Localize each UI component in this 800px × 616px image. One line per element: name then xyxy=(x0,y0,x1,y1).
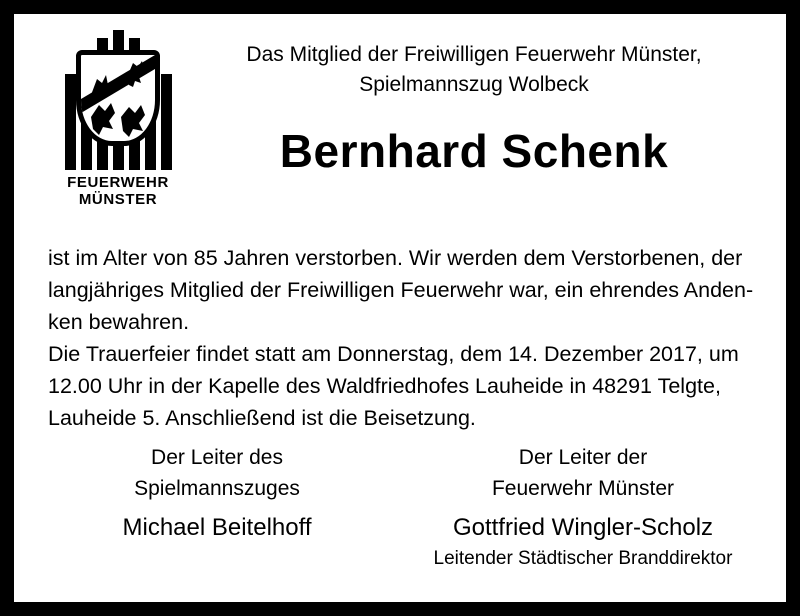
signature-left xyxy=(34,442,400,572)
body-line: 12.00 Uhr in der Kapelle des Waldfriedhofes Lauheide in 48291 Telgte, xyxy=(48,374,721,398)
emblem-bar xyxy=(65,74,76,170)
intro-line-1: Das Mitglied der Freiwilligen Feuerwehr Münster, xyxy=(246,43,702,66)
obituary-card xyxy=(14,14,786,602)
signature-role-line1: Der Leiter der xyxy=(518,446,648,469)
signature-role-line2: Spielmannszuges xyxy=(134,477,300,500)
coat-of-arms-shield-icon xyxy=(76,50,160,146)
body-line: ken bewahren. xyxy=(48,310,190,334)
signature-role-line1: Der Leiter des xyxy=(151,446,283,469)
intro-line-2: Spielmannszug Wolbeck xyxy=(359,73,589,96)
signature-name: Michael Beitelhoff xyxy=(122,514,312,541)
feuerwehr-muenster-emblem-icon xyxy=(59,28,177,170)
body-line: ist im Alter von 85 Jahren verstorben. Wir werden dem Verstorbenen, der xyxy=(48,246,743,270)
signature-role-line2: Feuerwehr Münster xyxy=(491,477,675,500)
deceased-name: Bernhard Schenk xyxy=(279,125,669,177)
notice-header xyxy=(14,14,786,220)
body-line: Die Trauerfeier findet statt am Donnerstag, dem 14. Dezember 2017, um xyxy=(48,342,739,366)
signature-block xyxy=(34,442,766,572)
signature-title: Leitender Städtischer Branddirektor xyxy=(433,548,733,569)
notice-body xyxy=(48,242,758,434)
intro-text xyxy=(194,40,754,100)
fire-brigade-logo xyxy=(52,28,184,210)
logo-wordmark xyxy=(52,174,184,208)
emblem-bar xyxy=(161,74,172,170)
body-line: Lauheide 5. Anschließend ist die Beisetzung. xyxy=(48,406,476,430)
logo-wordmark-line1: FEUERWEHR xyxy=(67,174,169,191)
signature-right xyxy=(400,442,766,572)
signature-name: Gottfried Wingler-Scholz xyxy=(452,514,714,541)
body-line: langjähriges Mitglied der Freiwilligen Feuerwehr war, ein ehrendes Anden- xyxy=(48,278,754,302)
logo-wordmark-line2: MÜNSTER xyxy=(78,191,158,208)
